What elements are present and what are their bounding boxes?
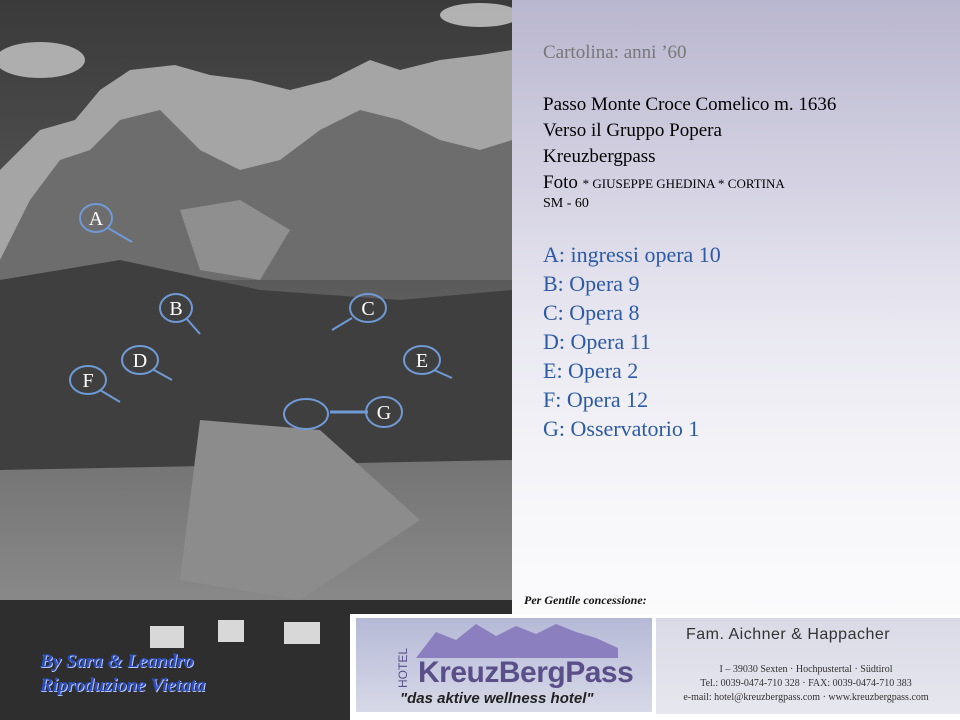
marker-label: B	[169, 298, 183, 320]
hotel-address: I – 39030 Sexten · Hochpustertal · Südtirol	[719, 664, 893, 675]
marker-label: D	[132, 350, 148, 372]
photographer: * GIUSEPPE GHEDINA * CORTINA	[582, 176, 785, 191]
hotel-contact	[656, 618, 960, 714]
legend-item: B: Opera 9	[543, 271, 640, 296]
hotel-word: HOTEL	[396, 647, 410, 688]
photo-prefix: Foto	[543, 172, 583, 193]
hotel-banner	[350, 614, 960, 720]
marker-label: A	[88, 208, 104, 230]
hotel-logo	[356, 618, 652, 712]
hotel-email: e-mail: hotel@kreuzbergpass.com · www.kreuzbergpass.com	[683, 692, 929, 703]
legend-item: C: Opera 8	[543, 300, 640, 325]
hotel-slogan: "das aktive wellness hotel"	[400, 690, 594, 707]
info-line: Verso il Gruppo Popera	[543, 120, 722, 141]
legend-item: A: ingressi opera 10	[543, 242, 721, 267]
concession-note: Per Gentile concessione:	[524, 593, 647, 607]
legend-item: E: Opera 2	[543, 358, 639, 383]
postcard-code: SM - 60	[543, 196, 589, 211]
hotel-phone: Tel.: 0039-0474-710 328 · FAX: 0039-0474-710 383	[700, 678, 912, 689]
watermark-line: By Sara & Leandro	[40, 651, 194, 672]
postcard-subtitle: Cartolina: anni ’60	[543, 42, 687, 63]
watermark	[40, 650, 205, 698]
legend-item: G: Osservatorio 1	[543, 416, 700, 441]
info-line: Kreuzbergpass	[543, 146, 656, 167]
legend-item: F: Opera 12	[543, 387, 649, 412]
marker-label: G	[376, 402, 392, 424]
hotel-family: Fam. Aichner & Happacher	[686, 626, 891, 643]
marker-label: F	[82, 370, 94, 392]
watermark-line: Riproduzione Vietata	[40, 675, 206, 696]
legend-item: D: Opera 11	[543, 329, 651, 354]
photo-credit	[543, 172, 785, 194]
info-line: Passo Monte Croce Comelico m. 1636	[543, 94, 837, 115]
marker-label: C	[361, 298, 375, 320]
hotel-name: KreuzBergPass	[418, 656, 634, 689]
marker-label: E	[415, 350, 429, 372]
